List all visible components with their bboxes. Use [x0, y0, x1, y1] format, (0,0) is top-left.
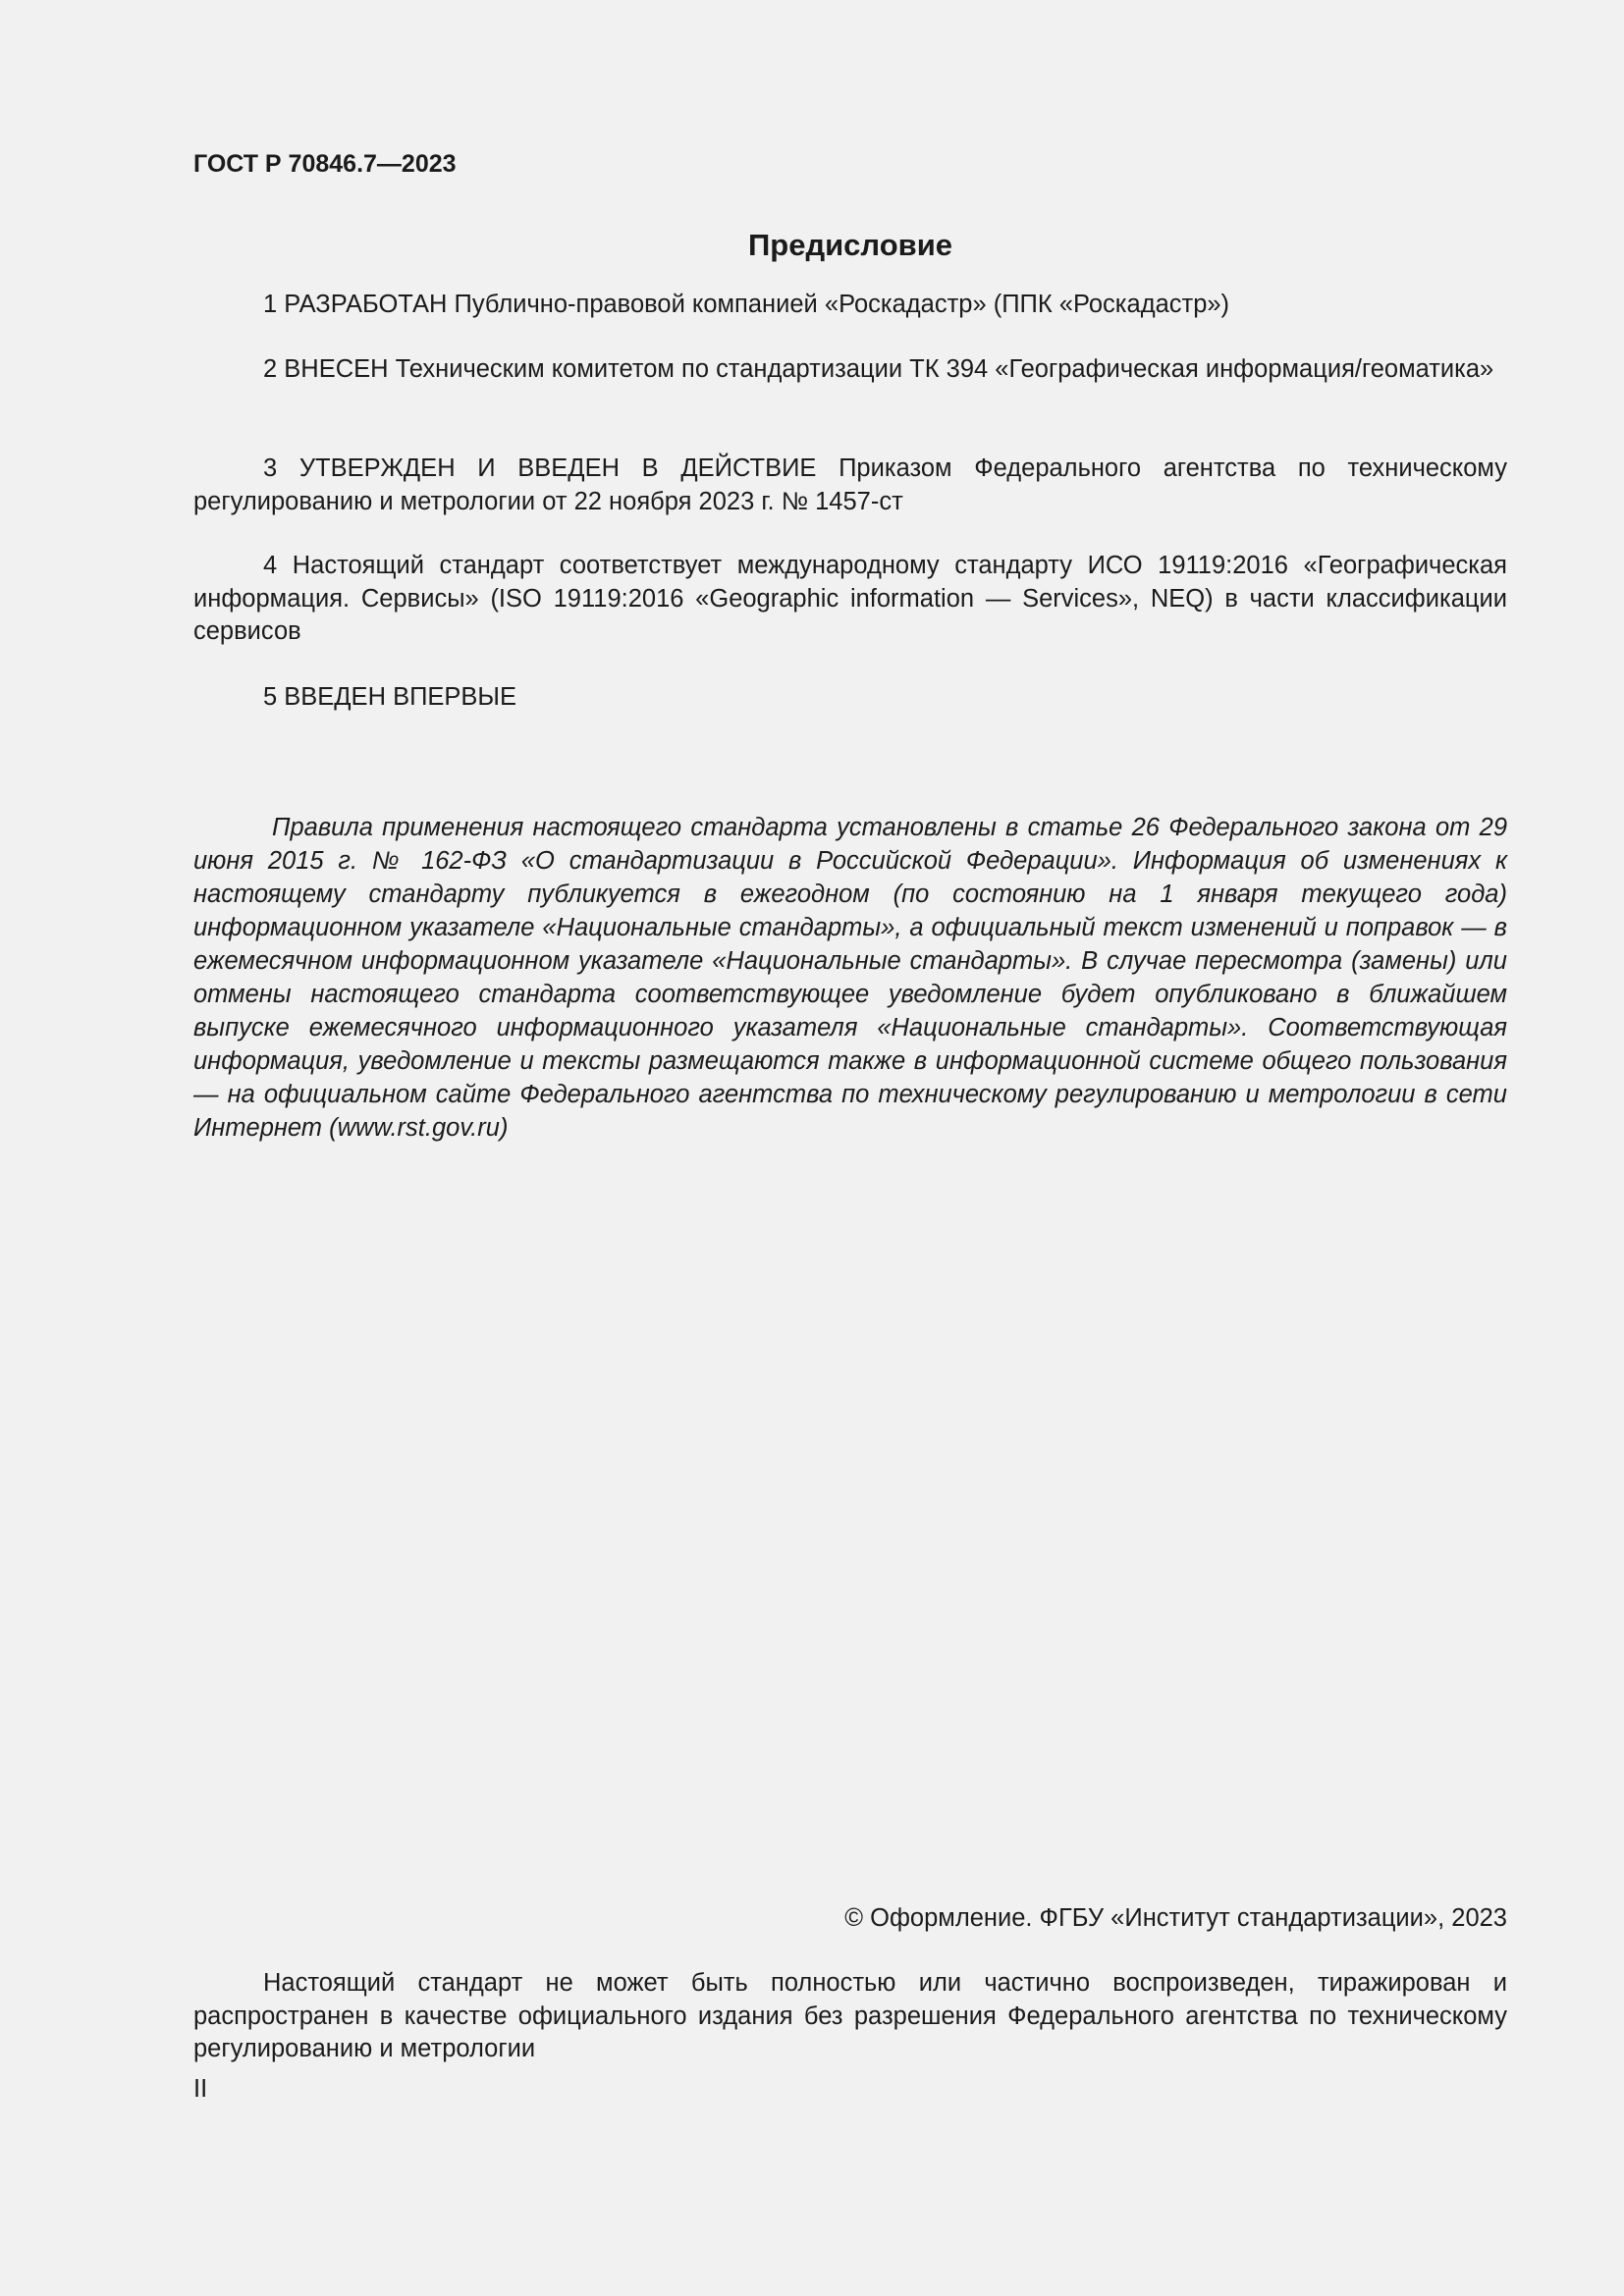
- preface-title: Предисловие: [747, 228, 952, 262]
- preface-item-submitted: 2 ВНЕСЕН Техническим комитетом по стандартизации ТК 394 «Географическая информация/геоматика»: [263, 355, 1494, 383]
- application-rules-notice: Правила применения настоящего стандарта установлены в статье 26 Федерального закона от 29 июня 2015 г. № 162-ФЗ «О стандартизации в Российской Федерации». Информация об изменениях к настоящему стандарту публикуется в ежегодном (по состоянию на 1 января текущего года) информационном указателе «Национальные стандарты», а официальный текст изменений и поправок — в ежемесячном информационном указателе «Национальные стандарты». В случае пересмотра (замены) или отмены настоящего стандарта соответствующее уведомление будет опубликовано в ближайшем выпуске ежемесячного информационного указателя «Национальные стандарты». Соответствующая информация, уведомление и тексты размещаются также в информационной системе общего пользования — на официальном сайте Федерального агентства по техническому регулированию и метрологии в сети Интернет (www.rst.gov.ru): [193, 814, 1507, 1142]
- preface-item-international-correspondence: 4 Настоящий стандарт соответствует международному стандарту ИСО 19119:2016 «Географическая информация. Сервисы» (ISO 19119:2016 «Geographic information — Services», NEQ) в части классификации сервисов: [193, 552, 1507, 645]
- copyright-line: © Оформление. ФГБУ «Институт стандартизации», 2023: [844, 1904, 1507, 1932]
- preface-item-first-introduced: 5 ВВЕДЕН ВПЕРВЫЕ: [263, 683, 517, 711]
- preface-item-developed: 1 РАЗРАБОТАН Публично-правовой компанией «Роскадастр» (ППК «Роскадастр»): [263, 291, 1230, 318]
- document-code: ГОСТ Р 70846.7—2023: [193, 150, 457, 178]
- page-number: II: [193, 2075, 208, 2103]
- reproduction-restriction: Настоящий стандарт не может быть полностью или частично воспроизведен, тиражирован и распространен в качестве официального издания без разрешения Федерального агентства по техническому регулированию и метрологии: [193, 1969, 1507, 2062]
- preface-item-approved: 3 УТВЕРЖДЕН И ВВЕДЕН В ДЕЙСТВИЕ Приказом Федерального агентства по техническому регулированию и метрологии от 22 ноября 2023 г. № 1457-ст: [193, 454, 1507, 515]
